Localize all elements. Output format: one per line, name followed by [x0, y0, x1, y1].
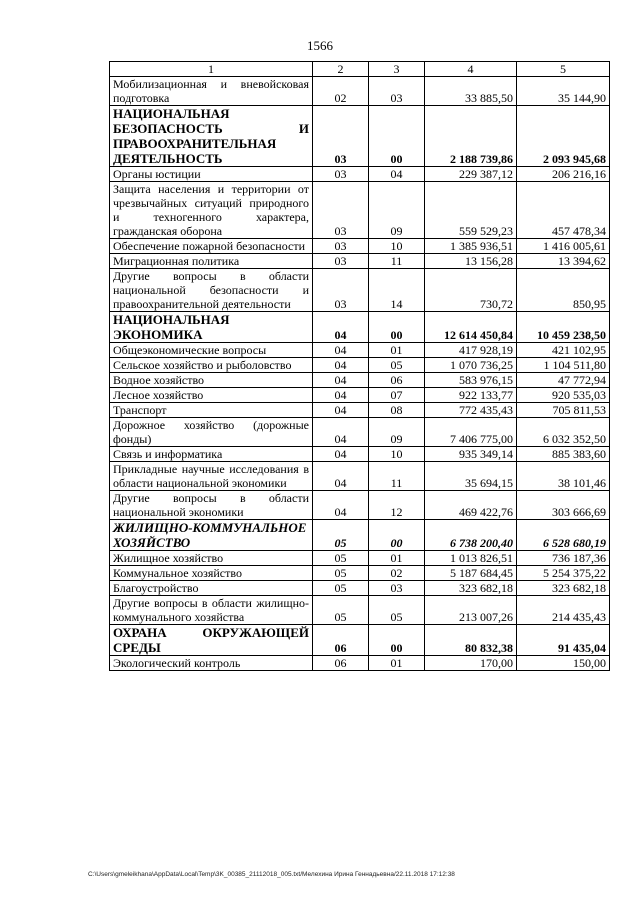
row-name-cell: НАЦИОНАЛЬНАЯ БЕЗОПАСНОСТЬ И ПРАВООХРАНИТЕЛЬНАЯ ДЕЯТЕЛЬНОСТЬ [110, 106, 313, 167]
amount-year1-cell: 772 435,43 [425, 403, 517, 418]
section-code-cell: 04 [313, 343, 369, 358]
row-name-cell: НАЦИОНАЛЬНАЯ ЭКОНОМИКА [110, 312, 313, 343]
header-row [110, 62, 610, 77]
row-name-cell: ОХРАНА ОКРУЖАЮЩЕЙ СРЕДЫ [110, 625, 313, 656]
amount-year2-cell: 920 535,03 [517, 388, 610, 403]
section-code-cell: 06 [313, 625, 369, 656]
section-code-cell: 03 [313, 106, 369, 167]
amount-year1-cell: 323 682,18 [425, 581, 517, 596]
subsection-code-cell: 03 [369, 581, 425, 596]
subsection-code-cell: 08 [369, 403, 425, 418]
amount-year2-cell: 421 102,95 [517, 343, 610, 358]
amount-year1-cell: 229 387,12 [425, 167, 517, 182]
table-row [110, 403, 610, 418]
amount-year1-cell: 213 007,26 [425, 596, 517, 625]
section-code-cell: 05 [313, 551, 369, 566]
amount-year1-cell: 1 070 736,25 [425, 358, 517, 373]
row-name-cell: Сельское хозяйство и рыболовство [110, 358, 313, 373]
table-row [110, 167, 610, 182]
subsection-code-cell: 03 [369, 77, 425, 106]
header-cell: 5 [517, 62, 610, 77]
table-row [110, 312, 610, 343]
amount-year2-cell: 6 032 352,50 [517, 418, 610, 447]
section-code-cell: 04 [313, 358, 369, 373]
amount-year2-cell: 736 187,36 [517, 551, 610, 566]
subsection-code-cell: 11 [369, 462, 425, 491]
row-name-cell: Прикладные научные исследования в области национальной экономики [110, 462, 313, 491]
table-row [110, 254, 610, 269]
amount-year2-cell: 705 811,53 [517, 403, 610, 418]
subsection-code-cell: 10 [369, 239, 425, 254]
amount-year2-cell: 303 666,69 [517, 491, 610, 520]
amount-year1-cell: 33 885,50 [425, 77, 517, 106]
row-name-cell: Жилищное хозяйство [110, 551, 313, 566]
row-name-cell: Коммунальное хозяйство [110, 566, 313, 581]
amount-year1-cell: 6 738 200,40 [425, 520, 517, 551]
row-name-cell: Дорожное хозяйство (дорожные фонды) [110, 418, 313, 447]
section-code-cell: 03 [313, 182, 369, 239]
section-code-cell: 05 [313, 566, 369, 581]
subsection-code-cell: 05 [369, 596, 425, 625]
row-name-cell: Обеспечение пожарной безопасности [110, 239, 313, 254]
section-code-cell: 04 [313, 373, 369, 388]
row-name-cell: Защита населения и территории от чрезвычайных ситуаций природного и техногенного характера, гражданская оборона [110, 182, 313, 239]
table-row [110, 373, 610, 388]
subsection-code-cell: 12 [369, 491, 425, 520]
table-row [110, 596, 610, 625]
subsection-code-cell: 06 [369, 373, 425, 388]
section-code-cell: 04 [313, 462, 369, 491]
row-name-cell: Экологический контроль [110, 656, 313, 671]
table-row [110, 566, 610, 581]
amount-year1-cell: 80 832,38 [425, 625, 517, 656]
subsection-code-cell: 01 [369, 551, 425, 566]
row-name-cell: Органы юстиции [110, 167, 313, 182]
table-row [110, 239, 610, 254]
section-code-cell: 04 [313, 491, 369, 520]
amount-year1-cell: 583 976,15 [425, 373, 517, 388]
row-name-cell: ЖИЛИЩНО-КОММУНАЛЬНОЕ ХОЗЯЙСТВО [110, 520, 313, 551]
amount-year2-cell: 206 216,16 [517, 167, 610, 182]
amount-year1-cell: 559 529,23 [425, 182, 517, 239]
section-code-cell: 05 [313, 596, 369, 625]
row-name-cell: Водное хозяйство [110, 373, 313, 388]
subsection-code-cell: 05 [369, 358, 425, 373]
subsection-code-cell: 07 [369, 388, 425, 403]
row-name-cell: Мобилизационная и вневойсковая подготовка [110, 77, 313, 106]
row-name-cell: Другие вопросы в области национальной экономики [110, 491, 313, 520]
amount-year1-cell: 35 694,15 [425, 462, 517, 491]
amount-year1-cell: 13 156,28 [425, 254, 517, 269]
amount-year2-cell: 1 104 511,80 [517, 358, 610, 373]
amount-year2-cell: 1 416 005,61 [517, 239, 610, 254]
row-name-cell: Благоустройство [110, 581, 313, 596]
table-row [110, 269, 610, 312]
row-name-cell: Другие вопросы в области национальной безопасности и правоохранительной деятельности [110, 269, 313, 312]
table-row [110, 581, 610, 596]
header-cell: 2 [313, 62, 369, 77]
subsection-code-cell: 04 [369, 167, 425, 182]
amount-year1-cell: 469 422,76 [425, 491, 517, 520]
table-row [110, 656, 610, 671]
subsection-code-cell: 11 [369, 254, 425, 269]
amount-year1-cell: 935 349,14 [425, 447, 517, 462]
amount-year1-cell: 5 187 684,45 [425, 566, 517, 581]
header-cell: 4 [425, 62, 517, 77]
page-number: 1566 [307, 38, 333, 53]
table-row [110, 77, 610, 106]
subsection-code-cell: 14 [369, 269, 425, 312]
amount-year2-cell: 5 254 375,22 [517, 566, 610, 581]
amount-year1-cell: 170,00 [425, 656, 517, 671]
budget-table [109, 61, 610, 671]
amount-year2-cell: 2 093 945,68 [517, 106, 610, 167]
table-row [110, 625, 610, 656]
subsection-code-cell: 00 [369, 520, 425, 551]
table-row [110, 106, 610, 167]
row-name-cell: Транспорт [110, 403, 313, 418]
amount-year1-cell: 1 385 936,51 [425, 239, 517, 254]
subsection-code-cell: 01 [369, 343, 425, 358]
row-name-cell: Связь и информатика [110, 447, 313, 462]
row-name-cell: Миграционная политика [110, 254, 313, 269]
section-code-cell: 06 [313, 656, 369, 671]
amount-year2-cell: 91 435,04 [517, 625, 610, 656]
header-cell: 1 [110, 62, 313, 77]
subsection-code-cell: 09 [369, 182, 425, 239]
subsection-code-cell: 09 [369, 418, 425, 447]
section-code-cell: 03 [313, 269, 369, 312]
amount-year1-cell: 2 188 739,86 [425, 106, 517, 167]
amount-year2-cell: 38 101,46 [517, 462, 610, 491]
section-code-cell: 03 [313, 239, 369, 254]
amount-year1-cell: 12 614 450,84 [425, 312, 517, 343]
subsection-code-cell: 00 [369, 625, 425, 656]
subsection-code-cell: 00 [369, 312, 425, 343]
section-code-cell: 04 [313, 388, 369, 403]
amount-year2-cell: 47 772,94 [517, 373, 610, 388]
section-code-cell: 04 [313, 403, 369, 418]
row-name-cell: Лесное хозяйство [110, 388, 313, 403]
section-code-cell: 04 [313, 418, 369, 447]
table-row [110, 447, 610, 462]
table-row [110, 358, 610, 373]
amount-year2-cell: 885 383,60 [517, 447, 610, 462]
table-row [110, 388, 610, 403]
amount-year2-cell: 35 144,90 [517, 77, 610, 106]
amount-year1-cell: 7 406 775,00 [425, 418, 517, 447]
subsection-code-cell: 01 [369, 656, 425, 671]
amount-year2-cell: 214 435,43 [517, 596, 610, 625]
amount-year1-cell: 730,72 [425, 269, 517, 312]
amount-year2-cell: 150,00 [517, 656, 610, 671]
section-code-cell: 04 [313, 312, 369, 343]
amount-year2-cell: 13 394,62 [517, 254, 610, 269]
amount-year1-cell: 1 013 826,51 [425, 551, 517, 566]
row-name-cell: Общеэкономические вопросы [110, 343, 313, 358]
section-code-cell: 05 [313, 520, 369, 551]
table-row [110, 182, 610, 239]
table-row [110, 520, 610, 551]
subsection-code-cell: 10 [369, 447, 425, 462]
section-code-cell: 03 [313, 254, 369, 269]
table-row [110, 551, 610, 566]
amount-year2-cell: 10 459 238,50 [517, 312, 610, 343]
section-code-cell: 04 [313, 447, 369, 462]
amount-year1-cell: 922 133,77 [425, 388, 517, 403]
section-code-cell: 05 [313, 581, 369, 596]
subsection-code-cell: 02 [369, 566, 425, 581]
amount-year2-cell: 6 528 680,19 [517, 520, 610, 551]
amount-year2-cell: 850,95 [517, 269, 610, 312]
table-body [110, 77, 610, 671]
table-row [110, 462, 610, 491]
subsection-code-cell: 00 [369, 106, 425, 167]
row-name-cell: Другие вопросы в области жилищно-коммунального хозяйства [110, 596, 313, 625]
header-cell: 3 [369, 62, 425, 77]
table-row [110, 491, 610, 520]
section-code-cell: 02 [313, 77, 369, 106]
amount-year2-cell: 323 682,18 [517, 581, 610, 596]
amount-year1-cell: 417 928,19 [425, 343, 517, 358]
table-row [110, 343, 610, 358]
section-code-cell: 03 [313, 167, 369, 182]
file-path-footer: C:\Users\gmeleikhana\AppData\Local\Temp\3K_00385_21112018_005.txt/Мелехина Ирина Геннадьевна/22.11.2018 17:12:38 [88, 871, 455, 878]
table-row [110, 418, 610, 447]
amount-year2-cell: 457 478,34 [517, 182, 610, 239]
